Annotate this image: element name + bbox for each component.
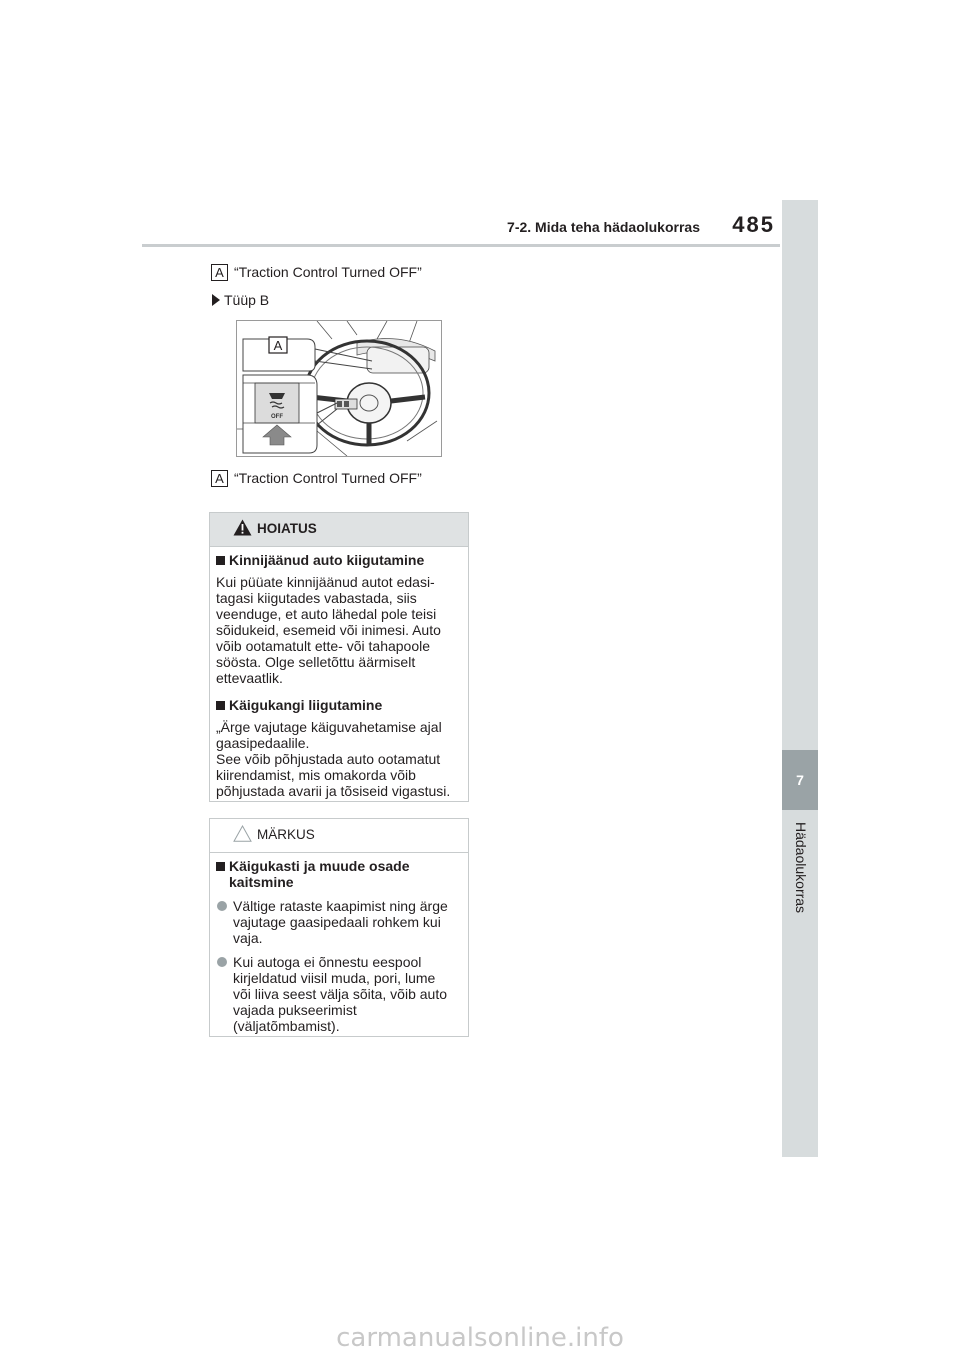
figure-illustration [236,320,442,457]
watermark: carmanualsonline.info [336,1323,624,1353]
warning-box [209,512,469,802]
notice-bullet: Vältige rataste kaapimist ning ärge vajutage gaasipedaali rohkem kui vaja. [216,898,462,946]
square-bullet-icon [216,701,225,710]
warning-subheading: Kinnijäänud auto kiigutamine [216,552,462,568]
caption-text: “Traction Control Turned OFF” [234,470,422,486]
header-rule [142,244,780,247]
switch-off-label: OFF [271,414,283,420]
side-tab [782,200,818,1157]
notice-subheading: Käigukasti ja muude osade kaitsmine [216,858,462,890]
warning-body [210,547,468,799]
chapter-number: 7 [782,750,818,810]
caption-letter-box: A [211,264,228,281]
warning-header [210,513,468,547]
triangle-bullet-icon [212,294,220,306]
caption-text: “Traction Control Turned OFF” [234,264,422,280]
figure-callout-letter: A [273,338,283,353]
round-bullet-icon [217,901,227,911]
warning-paragraph: Kui püüate kinnijäänud autot edasi- tagasi kiigutades vabastada, siis veenduge, et auto lähedal pole teisi sõidukeid, esemeid või inimesi. Auto võib ootamatult ette- või tahapoole söösta. Olge selletõttu äärmiselt ettevaatlik. [216,574,441,686]
caption-letter-box: A [211,470,228,487]
warning-title: HOIATUS [257,521,317,536]
notice-header [210,819,468,853]
round-bullet-icon [217,957,227,967]
section-title: 7-2. Mida teha hädaolukorras [507,219,700,235]
warning-subheading: Käigukangi liigutamine [216,697,462,713]
notice-triangle-icon [233,825,252,842]
notice-bullet: Kui autoga ei õnnestu eespool kirjeldatud viisil muda, pori, lume või liiva seest välja sõita, võib auto vajada pukseerimist (väljatõmbamist). [216,954,462,1034]
square-bullet-icon [216,862,225,871]
notice-body [210,853,468,1034]
warning-triangle-icon [233,519,252,536]
square-bullet-icon [216,556,225,565]
chapter-name-text: Hädaolukorras [793,822,809,914]
steering-wheel-illustration [237,321,441,456]
notice-box [209,818,469,1037]
warning-paragraph: „Ärge vajutage käiguvahetamise ajal gaasipedaalile. See võib põhjustada auto ootamatut kiirendamist, mis omakorda võib põhjustada avarii ja tõsiseid vigastusi. [216,719,451,799]
type-label: Tüüp B [224,292,270,308]
chapter-name [782,822,818,932]
page-number: 485 [732,212,775,237]
notice-title: MÄRKUS [257,827,315,842]
